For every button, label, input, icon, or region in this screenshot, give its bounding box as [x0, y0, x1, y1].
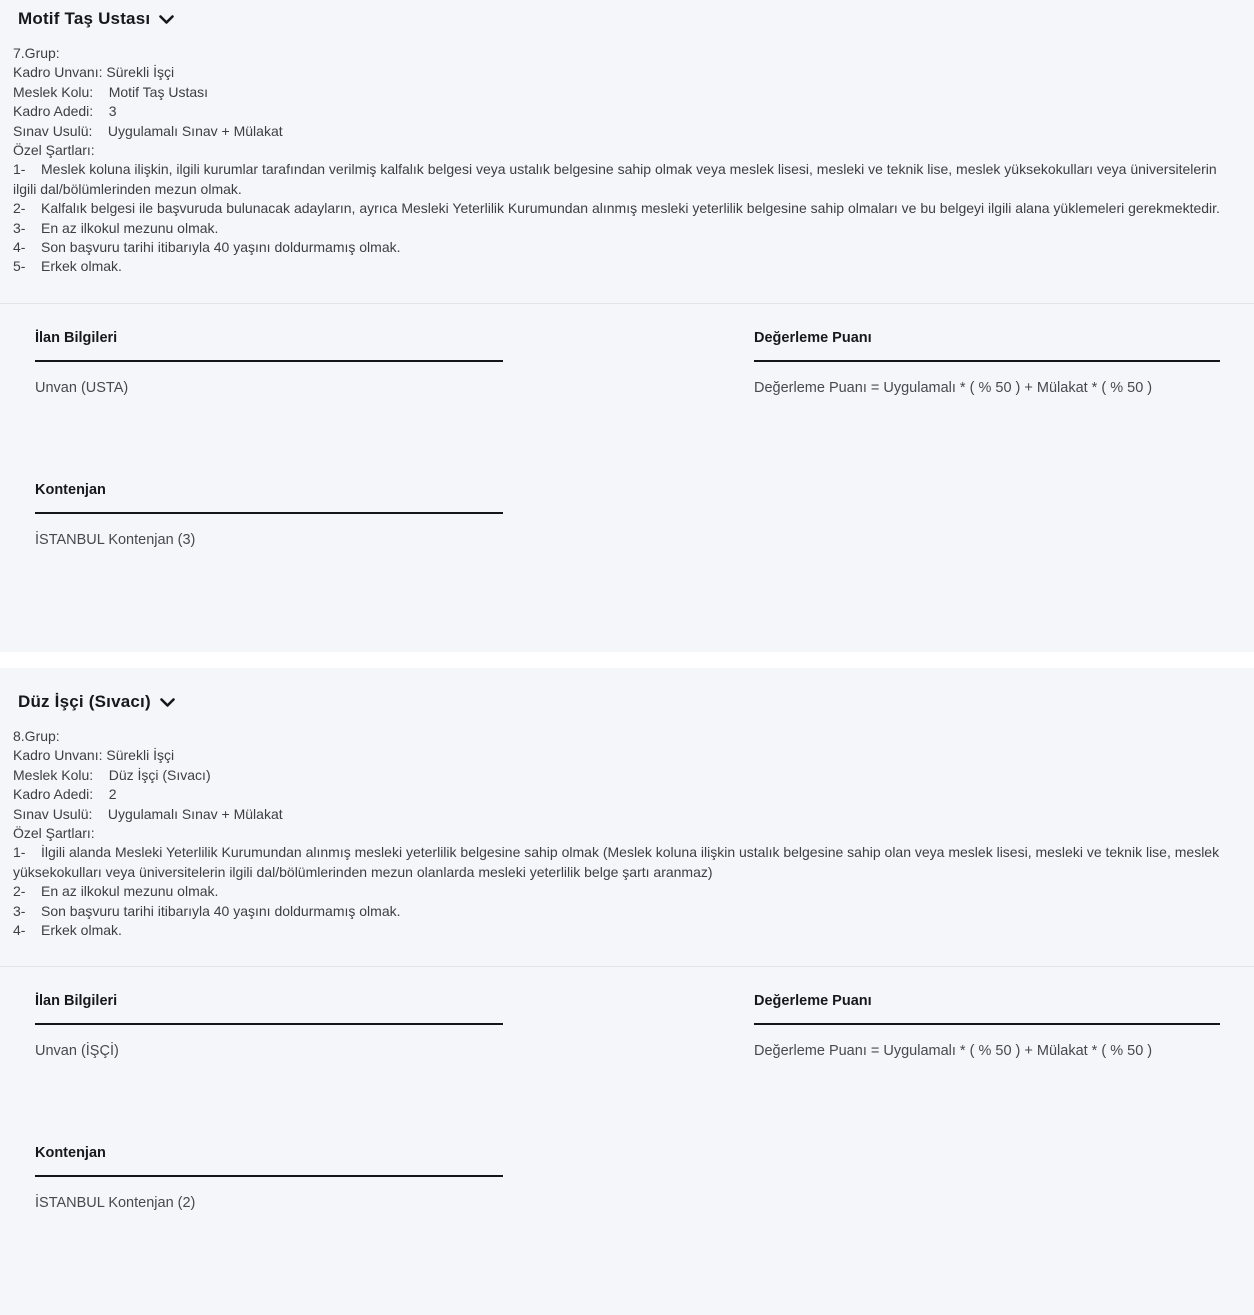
- heading-divider: [35, 512, 503, 514]
- detail-line: Sınav Usulü: Uygulamalı Sınav + Mülakat: [13, 805, 283, 822]
- detail-line: Özel Şartları:: [13, 142, 95, 159]
- detail-line: 5- Erkek olmak.: [13, 258, 122, 275]
- detail-line: 3- En az ilkokul mezunu olmak.: [13, 219, 219, 236]
- job-section-motif-tas-ustasi: [0, 0, 1254, 652]
- accordion-header[interactable]: [0, 0, 1254, 31]
- detail-line: 7.Grup:: [13, 45, 60, 61]
- degerleme-puani-formula: Değerleme Puanı = Uygulamalı * ( % 50 ) + Mülakat * ( % 50 ): [754, 1043, 1153, 1060]
- heading-divider: [35, 1175, 503, 1177]
- degerleme-puani-block: [754, 328, 1220, 398]
- detail-line: 1- İlgili alanda Mesleki Yeterlilik Kurumundan alınmış mesleki yeterlilik belgesine sahip olmak (Meslek koluna ilişkin ustalık belgesine sahip olan veya meslek lisesi, mesleki ve teknik lise, meslek yüksekokulları veya üniversitelerin ilgili dal/bölümlerinden mezun olanlarda mesleki yeterlilik belge şartı aranmaz): [13, 844, 1223, 880]
- heading-divider: [754, 360, 1220, 362]
- job-section-duz-isci-sivaci: [0, 668, 1254, 1315]
- detail-line: 2- En az ilkokul mezunu olmak.: [13, 883, 219, 900]
- detail-line: Kadro Unvanı: Sürekli İşçi: [13, 64, 175, 81]
- degerleme-puani-formula: Değerleme Puanı = Uygulamalı * ( % 50 ) + Mülakat * ( % 50 ): [754, 379, 1153, 396]
- info-card: [0, 303, 1254, 652]
- ilan-bilgileri-heading: İlan Bilgileri: [35, 993, 118, 1010]
- detail-line: 1- Meslek koluna ilişkin, ilgili kurumlar tarafından verilmiş kalfalık belgesi veya ustalık belgesine sahip olmak veya meslek lisesi, mesleki ve teknik lise, meslek yüksekokulları veya üniversitelerin ilgili dal/bölümlerinden mezun olmak.: [13, 161, 1221, 197]
- heading-divider: [754, 1023, 1220, 1025]
- section-title: Motif Taş Ustası: [18, 9, 151, 28]
- degerleme-puani-heading: Değerleme Puanı: [754, 993, 872, 1010]
- ilan-bilgileri-block: [35, 991, 503, 1061]
- kontenjan-value: İSTANBUL Kontenjan (2): [35, 1195, 196, 1212]
- heading-divider: [35, 360, 503, 362]
- detail-line: 4- Son başvuru tarihi itibarıyla 40 yaşını doldurmamış olmak.: [13, 239, 401, 256]
- heading-divider: [35, 1023, 503, 1025]
- detail-line: 2- Kalfalık belgesi ile başvuruda bulunacak adayların, ayrıca Mesleki Yeterlilik Kurumundan alınmış mesleki yeterlilik belgesine sahip olmaları ve bu belgeyi ilgili alana yüklemeleri gerekmektedir.: [13, 200, 1220, 217]
- detail-line: 4- Erkek olmak.: [13, 921, 122, 938]
- ilan-bilgileri-heading: İlan Bilgileri: [35, 329, 118, 346]
- chevron-down-icon[interactable]: [160, 698, 175, 708]
- detail-line: Özel Şartları:: [13, 824, 95, 841]
- chevron-down-icon[interactable]: [159, 15, 174, 25]
- detail-line: Kadro Adedi: 3: [13, 103, 117, 120]
- detail-line: 8.Grup:: [13, 727, 60, 744]
- detail-line: Meslek Kolu: Düz İşçi (Sıvacı): [13, 766, 211, 783]
- detail-line: 3- Son başvuru tarihi itibarıyla 40 yaşını doldurmamış olmak.: [13, 902, 401, 919]
- kontenjan-heading: Kontenjan: [35, 481, 106, 498]
- info-card: [0, 966, 1254, 1315]
- detail-line: Kadro Adedi: 2: [13, 786, 117, 803]
- kontenjan-block: [35, 1143, 503, 1213]
- detail-line: Meslek Kolu: Motif Taş Ustası: [13, 83, 209, 100]
- job-details: [0, 714, 1254, 940]
- detail-line: Kadro Unvanı: Sürekli İşçi: [13, 747, 175, 764]
- degerleme-puani-block: [754, 991, 1220, 1061]
- ilan-bilgileri-block: [35, 328, 503, 398]
- job-details: [0, 31, 1254, 277]
- kontenjan-block: [35, 480, 503, 550]
- detail-line: Sınav Usulü: Uygulamalı Sınav + Mülakat: [13, 122, 283, 139]
- accordion-header[interactable]: [0, 668, 1254, 714]
- unvan-value: Unvan (USTA): [35, 379, 129, 396]
- kontenjan-heading: Kontenjan: [35, 1145, 106, 1162]
- degerleme-puani-heading: Değerleme Puanı: [754, 329, 872, 346]
- section-title: Düz İşçi (Sıvacı): [18, 691, 151, 711]
- kontenjan-value: İSTANBUL Kontenjan (3): [35, 531, 196, 548]
- unvan-value: Unvan (İŞÇİ): [35, 1043, 119, 1060]
